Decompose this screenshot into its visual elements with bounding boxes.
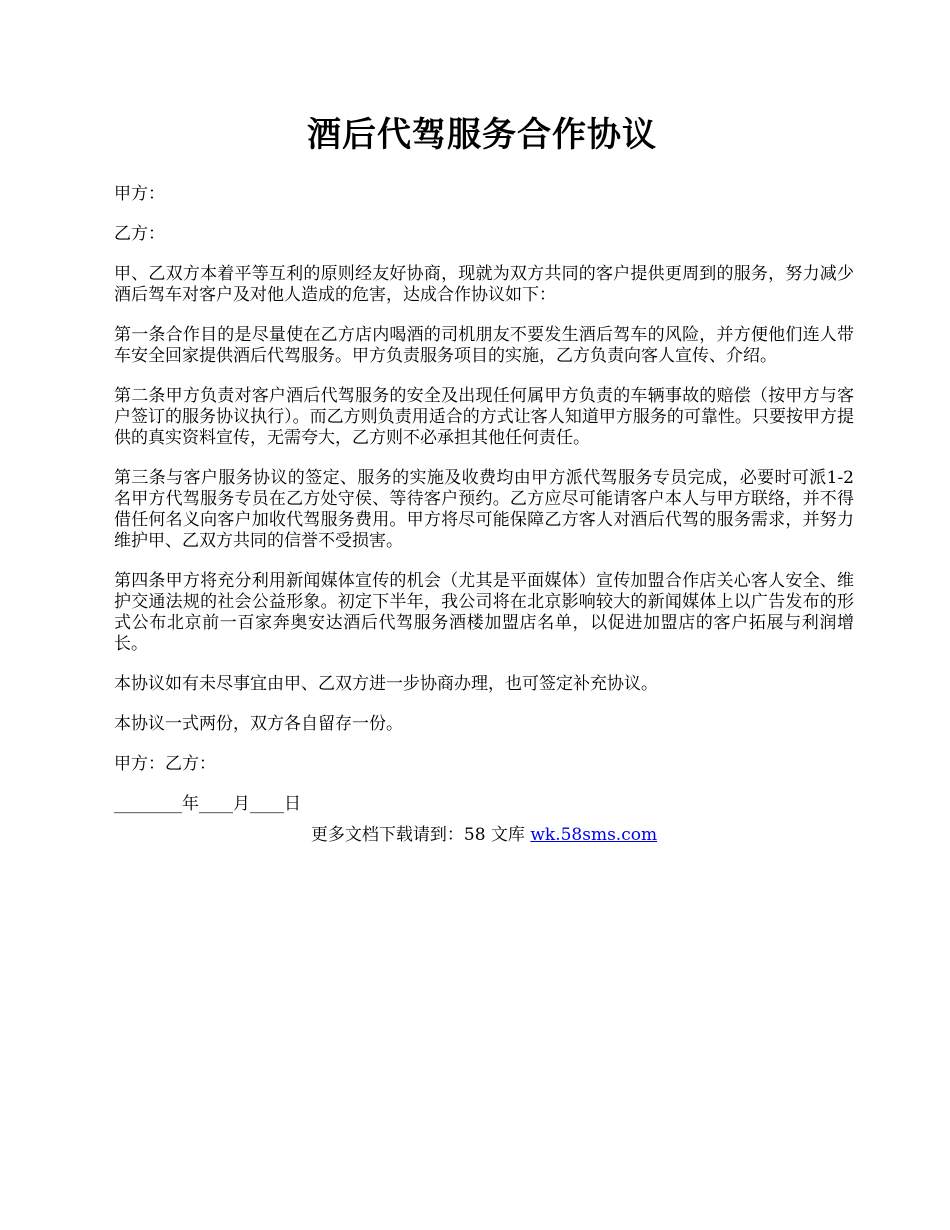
signature-line: 甲方：乙方： [114, 754, 216, 774]
article-1-paragraph: 第一条合作目的是尽量使在乙方店内喝酒的司机朋友不要发生酒后驾车的风险，并方便他们连人带车安全回家提供酒后代驾服务。甲方负责服务项目的实施，乙方负责向客人宣传、介绍。 [114, 325, 854, 366]
footer-text: 更多文档下载请到：58 文库 [310, 825, 531, 845]
copies-paragraph: 本协议一式两份，双方各自留存一份。 [114, 714, 403, 734]
supplement-paragraph: 本协议如有未尽事宜由甲、乙双方进一步协商办理，也可签定补充协议。 [114, 674, 658, 694]
article-3-paragraph: 第三条与客户服务协议的签定、服务的实施及收费均由甲方派代驾服务专员完成，必要时可派1-2名甲方代驾服务专员在乙方处守侯、等待客户预约。乙方应尽可能请客户本人与甲方联络，并不得借任何名义向客户加收代驾服务费用。甲方将尽可能保障乙方客人对酒后代驾的服务需求，并努力维护甲、乙双方共同的信誉不受损害。 [114, 468, 854, 551]
party-b-line: 乙方： [114, 224, 165, 244]
footer [114, 825, 854, 846]
document-page [114, 110, 854, 846]
article-2-paragraph: 第二条甲方负责对客户酒后代驾服务的安全及出现任何属甲方负责的车辆事故的赔偿（按甲方与客户签订的服务协议执行）。而乙方则负责用适合的方式让客人知道甲方服务的可靠性。只要按甲方提供的真实资料宣传，无需夸大，乙方则不必承担其他任何责任。 [114, 386, 854, 448]
intro-paragraph: 甲、乙双方本着平等互利的原则经友好协商，现就为双方共同的客户提供更周到的服务，努力减少酒后驾车对客户及对他人造成的危害，达成合作协议如下： [114, 264, 854, 305]
date-line: ________年____月____日 [114, 794, 301, 814]
party-a-line: 甲方： [114, 184, 165, 204]
article-4-paragraph: 第四条甲方将充分利用新闻媒体宣传的机会（尤其是平面媒体）宣传加盟合作店关心客人安全、维护交通法规的社会公益形象。初定下半年，我公司将在北京影响较大的新闻媒体上以广告发布的形式公布北京前一百家奔奥安达酒后代驾服务酒楼加盟店名单，以促进加盟店的客户拓展与利润增长。 [114, 571, 854, 654]
document-title: 酒后代驾服务合作协议 [307, 115, 657, 155]
footer-link[interactable]: wk.58sms.com [530, 825, 658, 845]
